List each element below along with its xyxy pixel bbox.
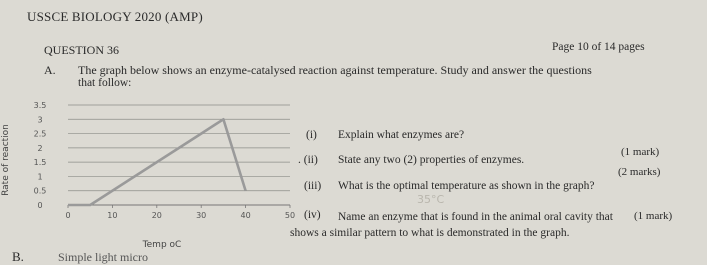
- part-b-text: Simple light micro: [58, 250, 148, 264]
- x-axis-label: Temp oC: [142, 240, 182, 250]
- question-i-marks: (1 mark): [621, 146, 660, 158]
- y-tick-label: 1: [37, 172, 43, 182]
- part-a-label: A.: [44, 63, 56, 77]
- x-tick-label: 50: [284, 211, 296, 220]
- question-iv-line2: shows a similar pattern to what is demonstrated in the graph.: [290, 227, 570, 239]
- x-tick-label: 10: [107, 211, 118, 220]
- question-ii-number: . (ii): [298, 154, 318, 166]
- part-a-intro-line1: The graph below shows an enzyme-catalysed reaction against temperature. Study and answer the questions: [78, 63, 592, 77]
- y-tick-label: 1.5: [33, 158, 47, 168]
- question-iii-text: What is the optimal temperature as shown in the graph?: [338, 180, 595, 192]
- part-b-label: B.: [12, 249, 24, 264]
- y-tick-label: 3: [37, 115, 43, 125]
- y-tick-label: 0.5: [33, 186, 47, 196]
- y-tick-label: 0: [37, 201, 43, 210]
- question-iii-number: (iii): [304, 180, 322, 192]
- question-iv-text: Name an enzyme that is found in the animal oral cavity that: [338, 211, 613, 223]
- exam-title: USSCE BIOLOGY 2020 (AMP): [27, 9, 203, 24]
- y-tick-label: 2.5: [33, 129, 47, 139]
- x-tick-label: 0: [65, 211, 71, 220]
- y-tick-labels: [34, 101, 47, 210]
- question-ii-text: State any two (2) properties of enzymes.: [338, 154, 525, 166]
- question-number: QUESTION 36: [44, 43, 119, 57]
- y-axis-label: Rate of reaction: [1, 124, 11, 196]
- question-i-number: (i): [306, 129, 317, 141]
- chart-gridlines: [68, 105, 290, 205]
- question-iii-marks: (1 mark): [634, 210, 673, 222]
- x-tick-labels: [65, 205, 295, 220]
- page-indicator: Page 10 of 14 pages: [552, 41, 645, 53]
- rate-vs-temperature-chart: [0, 88, 300, 253]
- question-ii-marks: (2 marks): [618, 166, 661, 178]
- x-tick-label: 40: [240, 211, 251, 220]
- question-i-text: Explain what enzymes are?: [338, 129, 465, 141]
- handwritten-annotation: 35°C: [417, 193, 445, 206]
- x-tick-label: 20: [151, 211, 162, 220]
- y-tick-label: 2: [37, 143, 43, 153]
- part-a-intro-line2: that follow:: [78, 77, 132, 89]
- question-iv-number: (iv): [304, 209, 321, 221]
- x-tick-label: 30: [196, 211, 207, 220]
- y-tick-label: 3.5: [33, 101, 47, 110]
